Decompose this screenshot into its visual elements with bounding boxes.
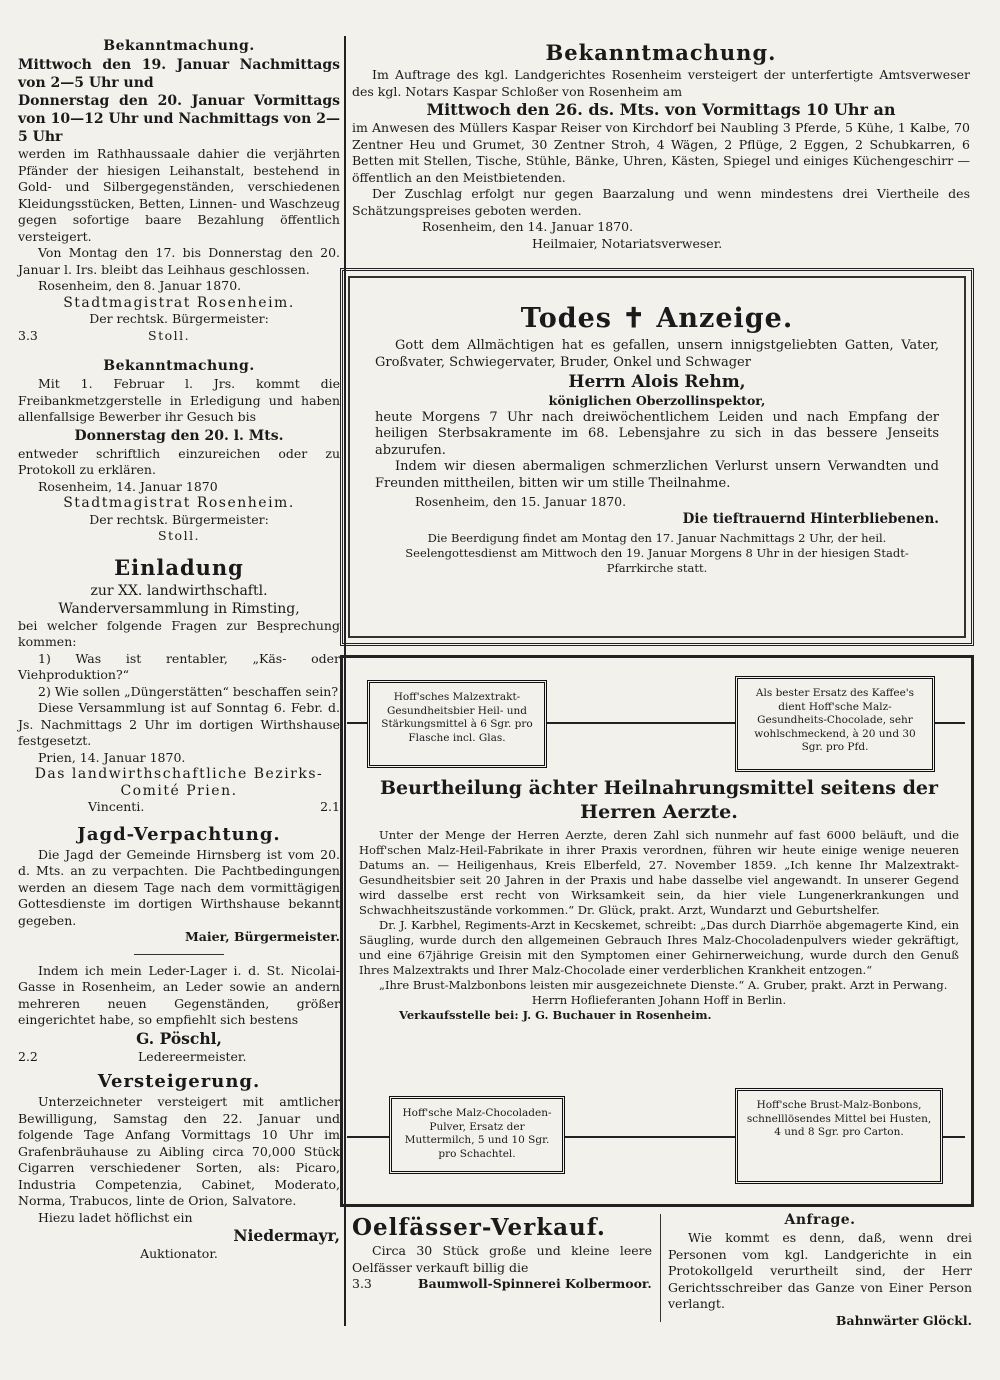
notice-heading: Versteigerung. [97, 1071, 261, 1092]
signature: Heilmaier, Notariatsverweser. [532, 235, 723, 251]
notice-versteigerung [18, 1071, 340, 1263]
signature-line [18, 328, 340, 345]
malt-heading: Herren Aerzte. [580, 801, 738, 823]
notice-body: Unterzeichneter versteigert mit amtlicher Bewilligung, Samstag den 22. Januar und folgende Tage Anfang Vormittags 10 Uhr im Grafenbräuhause zu Aibling circa 70,000 Stück Cigarren verschiedener Sorten, als: Picaro, Industria Competenzia, Cabinet, Moderato, Norma, Trabucos, linte de Orion, Salvatore. [18, 1094, 340, 1208]
malt-advert [340, 655, 974, 1207]
box-connector [347, 1136, 389, 1138]
advert-leder [18, 963, 340, 1066]
deceased-name: Herrn Alois Rehm, [568, 372, 746, 392]
place-date: Rosenheim, den 8. Januar 1870. [38, 278, 242, 293]
signature-line [352, 1276, 652, 1293]
advert-heading: Anfrage. [784, 1212, 856, 1228]
notice-body: Mit 1. Februar l. Jrs. kommt die Freibankmetzgerstelle in Erledigung und haben allenfallsige Bewerber ihr Gesuch bis [18, 376, 340, 424]
product-box-malzextrakt: Hoff'sches Malzextrakt-Gesundheitsbier Heil- und Stärkungsmittel à 6 Sgr. pro Flasche incl. Glas. [367, 680, 547, 768]
signature-title: Auktionator. [140, 1246, 218, 1261]
advert-body: Indem ich mein Leder-Lager i. d. St. Nicolai-Gasse in Rosenheim, an Leder sowie an andern mehreren neuen Gegenständen, größer eingerichtet habe, so empfiehlt sich bestens [18, 962, 340, 1027]
invitation-intro: bei welcher folgende Fragen zur Besprechung kommen: [18, 617, 340, 649]
notice-heading: Bekanntmachung. [103, 358, 255, 374]
malt-paragraph: „Ihre Brust-Malzbonbons leisten mir ausgezeichnete Dienste.“ A. Gruber, prakt. Arzt in Perwang. [379, 978, 948, 992]
signature-line [18, 799, 340, 816]
place-date: Rosenheim, den 15. Januar 1870. [415, 494, 627, 509]
issue-marker: 2.1 [320, 799, 340, 814]
signature-title: Ledereermeister. [138, 1048, 247, 1064]
left-column [18, 38, 340, 1269]
authority-title: Der rechtsk. Bürgermeister: [89, 511, 269, 527]
death-heading: Todes ✝ Anzeige. [520, 303, 794, 334]
right-column [352, 38, 970, 258]
notice-deadline: Donnerstag den 20. l. Mts. [74, 427, 284, 444]
malt-paragraph: Unter der Menge der Herren Aerzte, deren Zahl sich nunmehr auf fast 6000 beläuft, und die Hoff'schen Malz-Heil-Fabrikate in ihrer Praxis verordnen, führen wir heute einige wenige neueren Datums an. — Heiligenhaus, Kreis Elberfeld, 27. November 1859. „Ich kenne Ihr Malzextrakt-Gesundheitsbier seit 20 Jahren in der Praxis und habe dasselbe viel angewandt. In unserer Gegend wird dasselbe erst recht von Wirksamkeit sein, da hier viele Lungenerkrankungen und Schwachheitszustände vorkommen.“ Dr. Glück, prakt. Arzt, Wundarzt und Geburtshelfer. [359, 828, 959, 917]
mourners: Die tieftrauernd Hinterbliebenen. [682, 510, 939, 527]
column-divider [660, 1214, 661, 1322]
question-item: 1) Was ist rentabler, „Käs- oder Viehproduktion?“ [18, 650, 340, 682]
notice-date-line: Mittwoch den 26. ds. Mts. von Vormittags 10 Uhr an [426, 100, 896, 119]
authority: Das landwirthschaftliche Bezirks-Comité Prien. [34, 766, 324, 799]
malt-supplier: Herrn Hoflieferanten Johann Hoff in Berlin. [531, 993, 787, 1007]
signature: Vincenti. [88, 799, 145, 814]
box-connector [347, 722, 367, 724]
signature: Stoll. [157, 528, 201, 543]
signature-line [18, 1049, 340, 1066]
separator [134, 954, 224, 955]
notice-date-line: Mittwoch den 19. Januar Nachmittags von 2—5 Uhr und [18, 57, 340, 91]
notice-heading: Bekanntmachung. [545, 40, 777, 65]
signature: Maier, Bürgermeister. [184, 929, 340, 944]
deceased-rank: königlichen Oberzollinspektor, [548, 393, 766, 408]
notice-notar [352, 40, 970, 252]
invitation-subheading: zur XX. landwirthschaftl. Wanderversammlung in Rimsting, [58, 582, 300, 617]
death-body: Indem wir diesen abermaligen schmerzlichen Verlurst unsern Verwandten und Freunden mittheilen, bitten wir um stille Theilnahme. [375, 459, 939, 491]
advert-heading: Oelfässer-Verkauf. [352, 1214, 606, 1241]
product-box-pulver: Hoff'sche Malz-Chocoladen-Pulver, Ersatz der Muttermilch, 5 und 10 Sgr. pro Schachtel. [389, 1096, 565, 1174]
issue-marker: 3.3 [18, 327, 38, 343]
notice-pawnshop [18, 38, 340, 344]
notice-freibank [18, 358, 340, 545]
authority: Stadtmagistrat Rosenheim. [63, 495, 295, 511]
advert-anfrage [668, 1212, 972, 1329]
signature: Baumwoll-Spinnerei Kolbermoor. [418, 1276, 652, 1291]
signature: Stoll. [148, 327, 191, 343]
advert-oelfaesser [352, 1212, 652, 1293]
notice-body: im Anwesen des Müllers Kaspar Reiser von Kirchdorf bei Naubling 3 Pferde, 5 Kühe, 1 Kalbe, 70 Zentner Heu und Grumet, 30 Zentner Stroh, 4 Wägen, 2 Pflüge, 2 Eggen, 2 Schubkarren, 6 Betten mit Stellen, Tische, Stühle, Bänke, Uhren, Kästen, Spiegel und einiges Küchengeschirr — öffentlich an den Meistbietenden. [352, 120, 970, 185]
signature: Bahnwärter Glöckl. [835, 1312, 972, 1328]
signature: G. Pöschl, [136, 1028, 222, 1048]
box-connector [935, 722, 965, 724]
box-connector [547, 722, 735, 724]
malt-sale-point: Verkaufsstelle bei: J. G. Buchauer in Rosenheim. [399, 1008, 712, 1022]
funeral-details: Die Beerdigung findet am Montag den 17. Januar Nachmittags 2 Uhr, der heil. Seelengottesdienst am Mittwoch den 19. Januar Morgens 8 Uhr in der hiesigen Stadt-Pfarrkirche statt. [405, 531, 909, 575]
advert-body: Circa 30 Stück große und kleine leere Oelfässer verkauft billig die [352, 1243, 652, 1275]
notice-body: Von Montag den 17. bis Donnerstag den 20. Januar l. Irs. bleibt das Leihhaus geschlossen. [18, 245, 340, 277]
malt-paragraph: Dr. J. Karbhel, Regiments-Arzt in Kecskemet, schreibt: „Das durch Diarrhöe abgemagerte Kind, ein Säugling, wurde durch den allgemeinen Gebrauch Ihres Malz-Chocoladenpulvers wieder gekräftigt, und eine 67jährige Greisin mit den Symptomen einer Gehirnerweichung, wurde durch den Genuß Ihres Malzextrakts und Ihrer Malz-Chocolade einer verderblichen Krankheit entzogen.“ [359, 918, 959, 977]
death-notice [340, 268, 974, 646]
notice-body: Die Jagd der Gemeinde Hirnsberg ist vom 20. d. Mts. an zu verpachten. Die Pachtbedingungen werden an diesem Tage nach dem vormittägigen Gottesdienste im dortigen Wirthshause bekannt gegeben. [18, 846, 340, 928]
signature: Niedermayr, [233, 1226, 340, 1245]
notice-date-line: Donnerstag den 20. Januar Vormittags von 10—12 Uhr und Nachmittags von 2—5 Uhr [18, 93, 340, 145]
issue-marker: 2.2 [18, 1048, 38, 1064]
invitation-body: Diese Versammlung ist auf Sonntag 6. Febr. d. Js. Nachmittags 2 Uhr im dortigen Wirthshause festgesetzt. [18, 700, 340, 748]
authority: Stadtmagistrat Rosenheim. [63, 294, 295, 311]
place-date: Prien, 14. Januar 1870. [38, 749, 186, 765]
product-box-chocolade: Als bester Ersatz des Kaffee's dient Hoff'sche Malz-Gesundheits-Chocolade, sehr wohlschmeckend, à 20 und 30 Sgr. pro Pfd. [735, 676, 935, 772]
death-body: heute Morgens 7 Uhr nach dreiwöchentlichem Leiden und nach Empfang der heiligen Sterbsakramente im 68. Lebensjahre zu sich in das bessere Jenseits abzurufen. [375, 409, 939, 458]
notice-jagd [18, 824, 340, 946]
malt-heading: Beurtheilung ächter Heilnahrungsmittel seitens der [379, 777, 938, 799]
death-signature-line [375, 494, 939, 511]
notice-body: entweder schriftlich einzureichen oder zu Protokoll zu erklären. [18, 445, 340, 477]
advert-body: Wie kommt es denn, daß, wenn drei Personen vom kgl. Landgerichte in ein Protokollgeld verurtheilt sind, der Herr Gerichtsschreiber das Ganze von Einer Person verlangt. [668, 1230, 972, 1311]
product-box-bonbons: Hoff'sche Brust-Malz-Bonbons, schnelllösendes Mittel bei Husten, 4 und 8 Sgr. pro Carton. [735, 1088, 943, 1184]
issue-marker: 3.3 [352, 1276, 372, 1291]
notice-heading: Bekanntmachung. [103, 38, 255, 54]
place-date: Rosenheim, den 14. Januar 1870. [422, 219, 634, 234]
notice-body: Im Auftrage des kgl. Landgerichtes Rosenheim versteigert der unterfertigte Amtsverweser des kgl. Notars Kaspar Schloßer von Rosenheim am [352, 67, 970, 99]
invitation-wanderversammlung [18, 555, 340, 816]
box-connector [943, 1136, 965, 1138]
death-body: Gott dem Allmächtigen hat es gefallen, unsern innigstgeliebten Gatten, Vater, Großvater, Schwiegervater, Bruder, Onkel und Schwager [375, 338, 939, 370]
notice-body: werden im Rathhaussaale dahier die verjährten Pfänder der hiesigen Leihanstalt, bestehend in Gold- und Silbergegenständen, verschiedenen Kleidungsstücken, Betten, Linnen- und Waschzeug gegen sofortige baare Bezahlung öffentlich versteigert. [18, 146, 340, 244]
invitation-heading: Einladung [114, 554, 244, 580]
question-item: 2) Wie sollen „Düngerstätten“ beschaffen sein? [38, 683, 339, 699]
invite-line: Hiezu ladet höflichst ein [38, 1209, 193, 1225]
place-date: Rosenheim, 14. Januar 1870 [38, 478, 218, 494]
box-connector [565, 1136, 735, 1138]
malt-text [359, 776, 959, 1023]
notice-body: Der Zuschlag erfolgt nur gegen Baarzalung und wenn mindestens drei Viertheile des Schätzungspreises geboten werden. [352, 186, 970, 218]
authority-title: Der rechtsk. Bürgermeister: [89, 311, 269, 326]
notice-heading: Jagd-Verpachtung. [77, 823, 281, 845]
